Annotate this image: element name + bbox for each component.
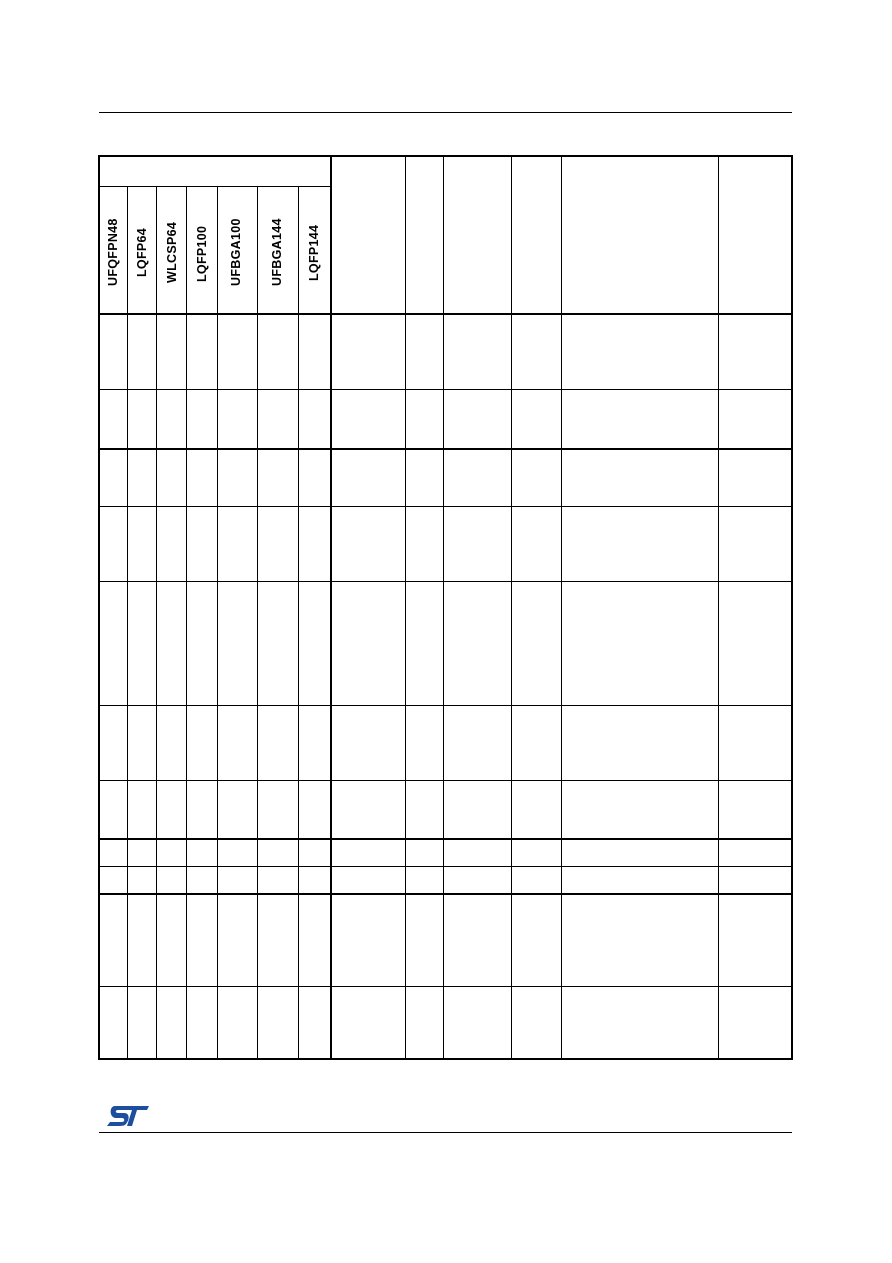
st-logo-icon [106, 1104, 150, 1128]
header-lqfp100: LQFP100 [195, 225, 209, 282]
header-ufbga100: UFBGA100 [229, 218, 243, 286]
header-ufbga144: UFBGA144 [270, 218, 284, 286]
header-lqfp64: LQFP64 [135, 227, 149, 277]
bottom-rule [99, 1132, 792, 1133]
header-lqfp144: LQFP144 [307, 224, 321, 281]
top-rule [99, 112, 792, 113]
header-wlcsp64: WLCSP64 [165, 221, 179, 283]
header-ufqfpn48: UFQFPN48 [106, 218, 120, 286]
pin-table [98, 155, 793, 1060]
